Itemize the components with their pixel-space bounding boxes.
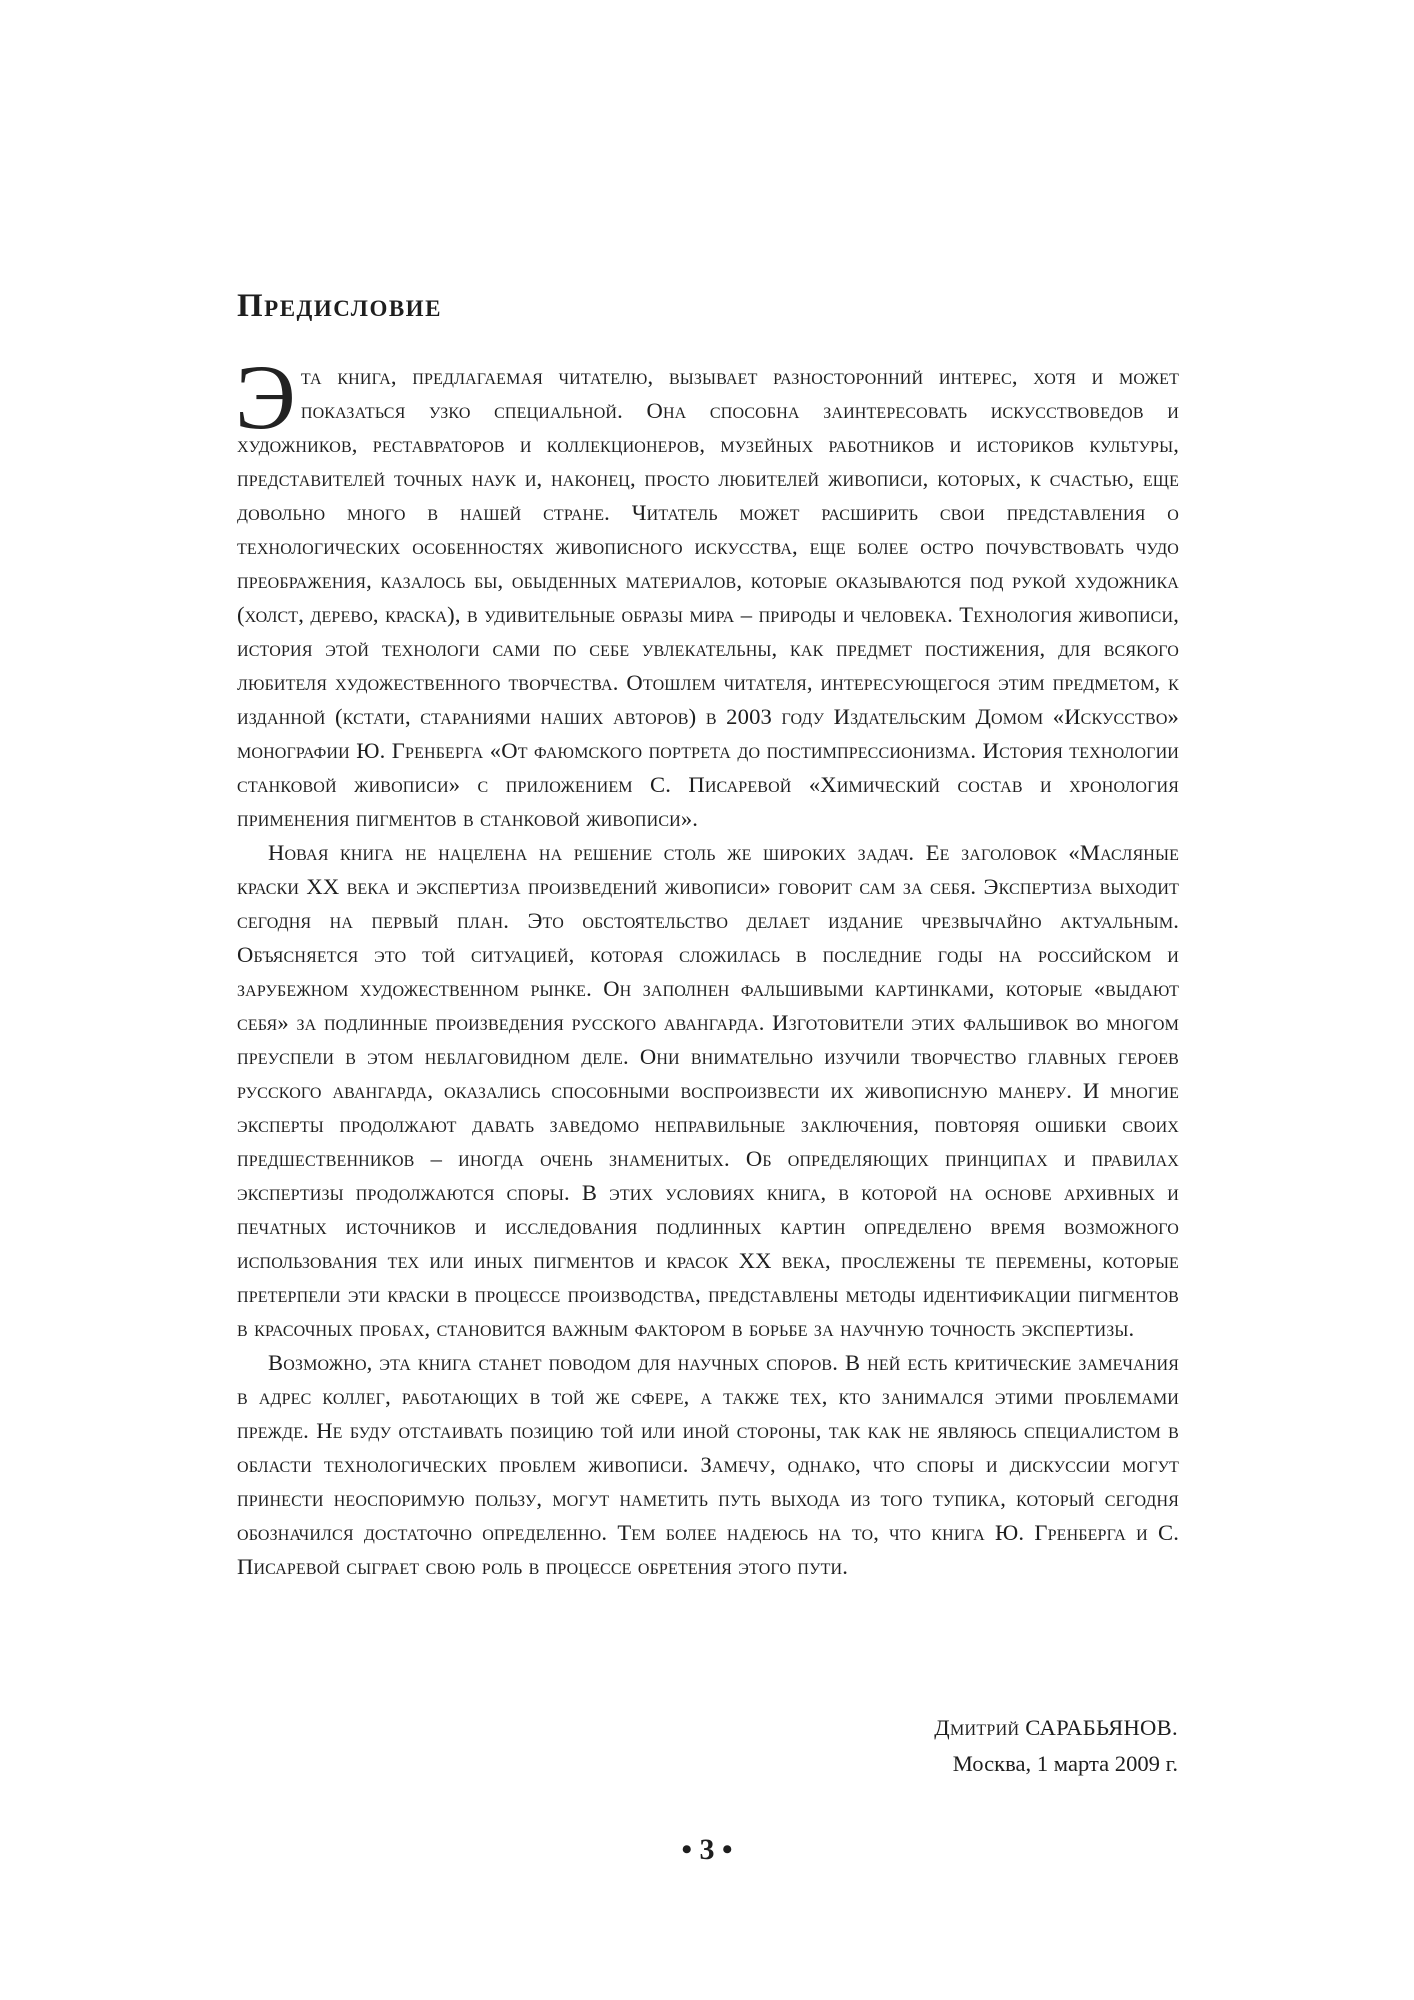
page-number: • 3 • [681, 1833, 733, 1866]
signature-block [934, 1710, 1178, 1782]
drop-cap: Э [235, 346, 296, 448]
paragraph-1-text: та книга, предлагаемая читателю, вызывает разносторонний интерес, хотя и может показаться узко специальной. Она способна заинтересовать искусствоведов и художников, реставраторов и коллекционеров, музейных работников и историков культуры, представителей точных наук и, наконец, просто любителей живописи, которых, к счастью, еще довольно много в нашей стране. Читатель может расширить свои представления о технологических особенностях живописного искусства, еще более остро почувствовать чудо преображения, казалось бы, обыденных материалов, которые оказываются под рукой художника (холст, дерево, краска), в удивительные образы мира – природы и человека. Технология живописи, история этой технологи сами по себе увлекательны, как предмет постижения, для всякого любителя художественного творчества. Отошлем читателя, интересующегося этим предметом, к изданной (кстати, стараниями наших авторов) в 2003 году Издательским Домом «Искусство» монографии Ю. Гренберга «От фаюмского портрета до постимпрессионизма. История технологии станковой живописи» с приложением С. Писаревой «Химический состав и хронология применения пигментов в станковой живописи». [237, 364, 1179, 831]
paragraph-2: Новая книга не нацелена на решение столь же широких задач. Ее заголовок «Масляные краски XX века и экспертиза произведений живописи» говорит сам за себя. Экспертиза выходит сегодня на первый план. Это обстоятельство делает издание чрезвычайно актуальным. Объясняется это той ситуацией, которая сложилась в последние годы на российском и зарубежном художественном рынке. Он заполнен фальшивыми картинками, которые «выдают себя» за подлинные произведения русского авангарда. Изготовители этих фальшивок во многом преуспели в этом неблаговидном деле. Они внимательно изучили творчество главных героев русского авангарда, оказались способными воспроизвести их живописную манеру. И многие эксперты продолжают давать заведомо неправильные заключения, повторяя ошибки своих предшественников – иногда очень знаменитых. Об определяющих принципах и правилах экспертизы продолжаются споры. В этих условиях книга, в которой на основе архивных и печатных источников и исследования подлинных картин определено время возможного использования тех или иных пигментов и красок XX века, прослежены те перемены, которые претерпели эти краски в процессе производства, представлены методы идентификации пигментов в красочных пробах, становится важным фактором в борьбе за научную точность экспертизы. [237, 840, 1179, 1341]
author-signature: Дмитрий САРАБЬЯНОВ. [934, 1715, 1178, 1740]
place-and-date: Москва, 1 марта 2009 г. [952, 1751, 1178, 1776]
paragraph-3: Возможно, эта книга станет поводом для научных споров. В ней есть критические замечания в адрес коллег, работающих в той же сфере, а также тех, кто занимался этими проблемами прежде. Не буду отстаивать позицию той или иной стороны, так как не являюсь специалистом в области технологических проблем живописи. Замечу, однако, что споры и дискуссии могут принести неоспоримую пользу, могут наметить путь выхода из того тупика, который сегодня обозначился достаточно определенно. Тем более надеюсь на то, что книга Ю. Гренберга и С. Писаревой сыграет свою роль в процессе обретения этого пути. [237, 1350, 1179, 1579]
paragraph-1 [235, 346, 1179, 836]
page-title: Предисловие [237, 288, 442, 324]
body-text [235, 346, 1179, 1584]
